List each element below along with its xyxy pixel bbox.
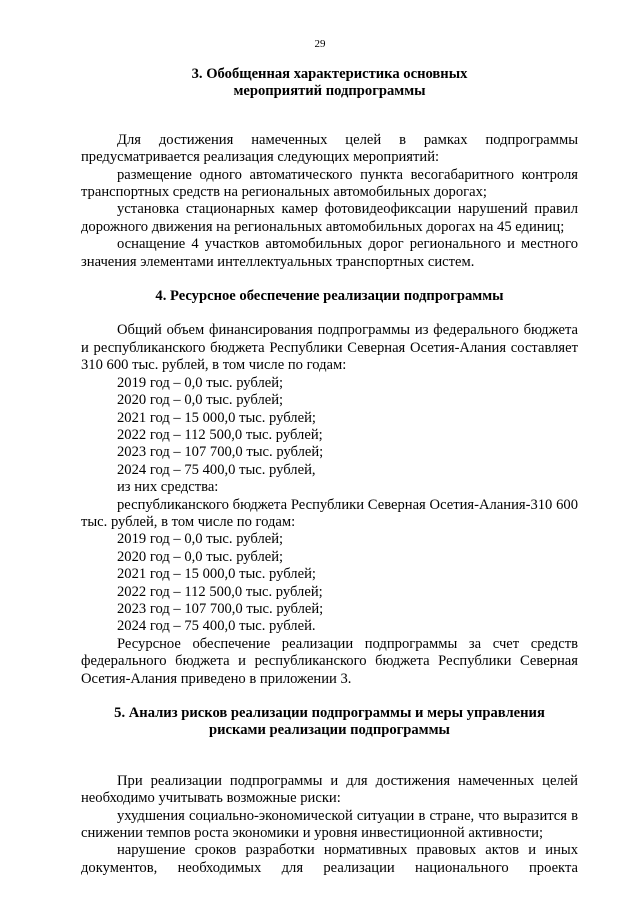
- risk-item: нарушение сроков разработки нормативных правовых актов и иных документов, необходимых для реализации национального проекта: [81, 842, 578, 876]
- funding-year-item: 2021 год – 15 000,0 тыс. рублей;: [117, 409, 316, 426]
- section-4-intro: Общий объем финансирования подпрограммы из федерального бюджета и республиканского бюджета Республики Северная Осетия-Алания составляет 310 600 тыс. рублей, в том числе по годам:: [81, 322, 578, 374]
- section-5-intro: При реализации подпрограммы и для достижения намеченных целей необходимо учитывать возможные риски:: [81, 772, 578, 807]
- risk-item: ухудшения социально-экономической ситуации в стране, что выразится в снижении темпов роста экономики и уровня инвестиционной активности;: [81, 807, 578, 842]
- section-3-heading-line-1: 3. Обобщенная характеристика основных: [191, 66, 468, 82]
- section-4-heading: 4. Ресурсное обеспечение реализации подпрограммы: [155, 288, 504, 305]
- funding-by-year-list: [81, 375, 578, 497]
- republic-budget-paragraph: республиканского бюджета Республики Северная Осетия-Алания-310 600 тыс. рублей, в том числе по годам:: [81, 496, 578, 530]
- section-3-heading-line-2: мероприятий подпрограммы: [233, 83, 426, 100]
- funding-year-item: 2019 год – 0,0 тыс. рублей;: [117, 374, 284, 391]
- section-4-closing: Ресурсное обеспечение реализации подпрограммы за счет средств федерального бюджета и республиканского бюджета Республики Северная Осетия-Алания приведено в приложении 3.: [81, 635, 578, 687]
- page-content: [81, 66, 578, 877]
- section-3-item: оснащение 4 участков автомобильных дорог регионального и местного значения элементами интеллектуальных транспортных систем.: [81, 236, 578, 270]
- section-5-heading-line-1: 5. Анализ рисков реализации подпрограммы и меры управления: [114, 705, 545, 721]
- republic-funding-by-year-list: [81, 531, 578, 635]
- funding-year-item: 2020 год – 0,0 тыс. рублей;: [117, 392, 284, 409]
- republic-funding-year-item: 2021 год – 15 000,0 тыс. рублей;: [117, 566, 316, 583]
- republic-funding-year-item: 2020 год – 0,0 тыс. рублей;: [117, 548, 284, 565]
- section-3-item: размещение одного автоматического пункта весогабаритного контроля транспортных средств на региональных автомобильных дорогах;: [81, 166, 578, 201]
- section-3-item: установка стационарных камер фотовидеофиксации нарушений правил дорожного движения на региональных автомобильных дорогах на 45 единиц;: [81, 201, 578, 235]
- republic-funding-year-item: 2023 год – 107 700,0 тыс. рублей;: [117, 600, 324, 617]
- republic-funding-year-item: 2019 год – 0,0 тыс. рублей;: [117, 531, 284, 548]
- section-3-heading: [81, 66, 578, 101]
- funding-year-item: 2022 год – 112 500,0 тыс. рублей;: [117, 426, 323, 443]
- republic-funding-year-item: 2022 год – 112 500,0 тыс. рублей;: [117, 583, 323, 600]
- section-5-heading-line-2: рисками реализации подпрограммы: [209, 722, 450, 739]
- funding-year-item: 2023 год – 107 700,0 тыс. рублей;: [117, 444, 324, 461]
- republic-funding-year-item: 2024 год – 75 400,0 тыс. рублей.: [117, 618, 316, 635]
- section-3-intro: Для достижения намеченных целей в рамках подпрограммы предусматривается реализация следующих мероприятий:: [81, 131, 578, 166]
- of-which-label: из них средства:: [117, 479, 219, 496]
- section-5-heading: [81, 705, 578, 740]
- funding-year-item: 2024 год – 75 400,0 тыс. рублей,: [117, 461, 316, 478]
- page-number: 29: [314, 38, 326, 50]
